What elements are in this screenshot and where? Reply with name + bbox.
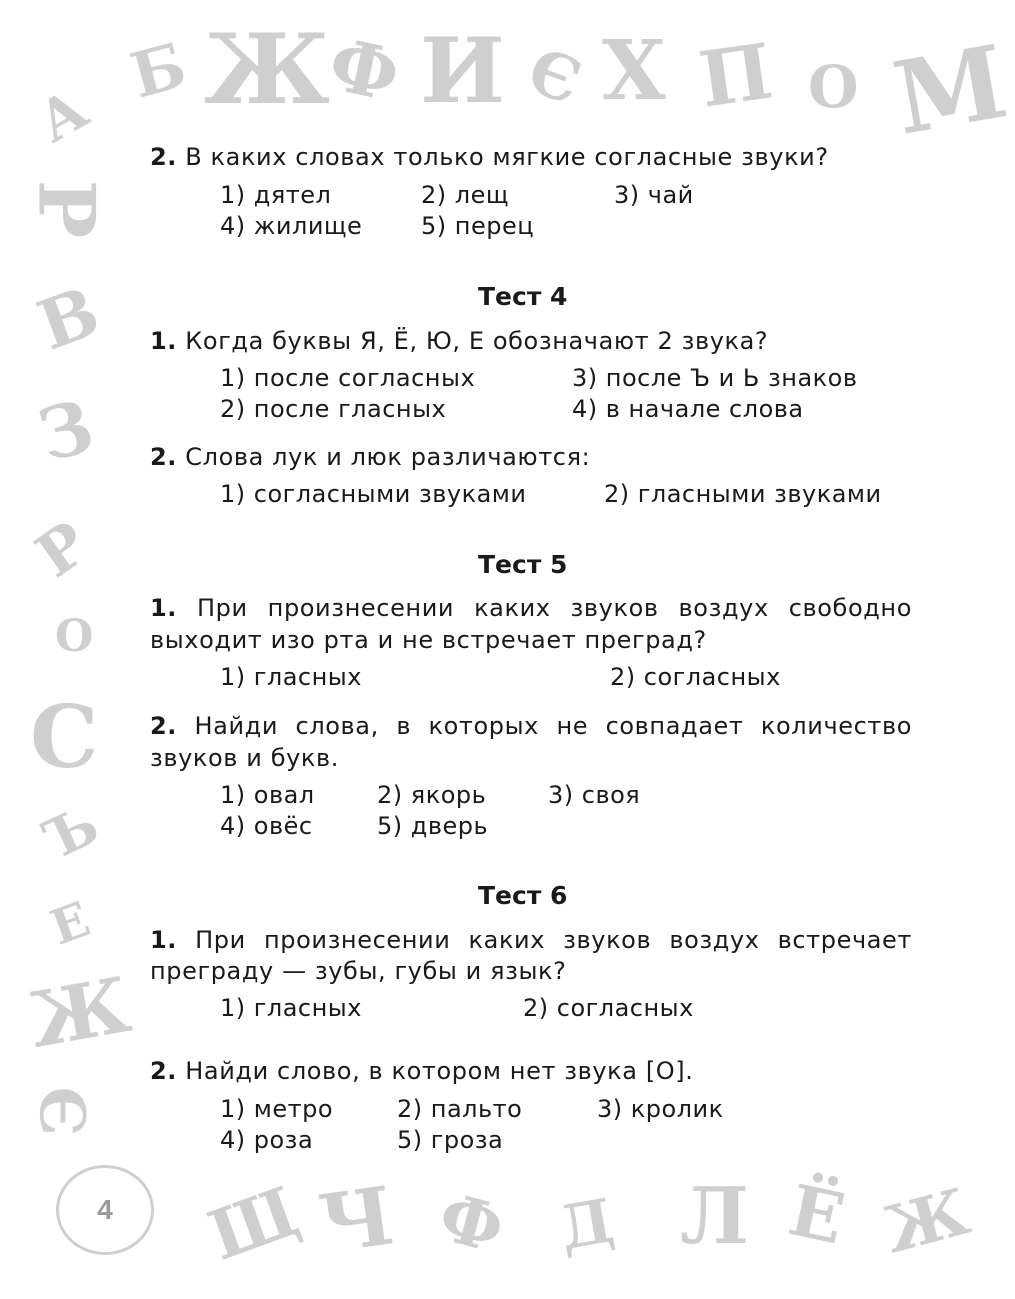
question	[150, 443, 590, 471]
answer-option: 3) чай	[614, 181, 694, 209]
deco-letter: О	[808, 53, 859, 121]
question-text: Найди слова, в которых не совпадает количество	[194, 712, 912, 740]
question-number: 2.	[150, 143, 178, 171]
deco-letter: Ф	[322, 20, 407, 119]
deco-letter: А	[26, 76, 100, 156]
answer-option: 3) после Ъ и Ь знаков	[572, 364, 858, 392]
deco-letter: О	[55, 611, 94, 662]
deco-letter: М	[885, 22, 1015, 158]
deco-letter: З	[29, 382, 102, 479]
question-text: Найди слово, в котором нет звука [О].	[185, 1057, 694, 1085]
question-text: Когда буквы Я, Ё, Ю, Е обозначают 2 звука?	[185, 327, 769, 355]
answer-option: 4) овёс	[220, 812, 313, 840]
answer-option: 1) согласными звуками	[220, 480, 527, 508]
answer-option: 5) перец	[421, 212, 535, 240]
answer-option: 1) овал	[220, 781, 315, 809]
answer-option: 5) гроза	[397, 1126, 504, 1154]
question-line-1	[150, 712, 912, 740]
deco-letter: Э	[27, 1086, 101, 1136]
answer-option: 4) в начале слова	[572, 395, 804, 423]
question-text: В каких словах только мягкие согласные звуки?	[185, 143, 829, 171]
question-line-2: выходит изо рта и не встречает преград?	[150, 626, 707, 654]
question-text: При произнесении каких звуков воздух встречает	[195, 926, 912, 954]
deco-letter: Р	[20, 179, 112, 239]
question	[150, 1057, 693, 1085]
answer-option: 3) кролик	[597, 1095, 724, 1123]
answer-option: 4) роза	[220, 1126, 314, 1154]
deco-letter: Ё	[782, 1168, 852, 1261]
deco-letter: Л	[680, 1171, 749, 1262]
answer-option: 2) согласных	[523, 994, 694, 1022]
deco-letter: Р	[24, 508, 102, 592]
question-number: 2.	[150, 1057, 178, 1085]
deco-letter: И	[420, 18, 506, 124]
test-title: Тест 5	[478, 550, 568, 579]
deco-letter: Ъ	[33, 792, 108, 872]
question-line-2: звуков и букв.	[150, 744, 339, 772]
deco-letter: Ж	[204, 13, 330, 126]
question-line-2: преграду — зубы, губы и язык?	[150, 957, 567, 985]
deco-letter: Е	[43, 891, 98, 957]
question-number: 1.	[150, 594, 178, 622]
page-number-badge	[56, 1165, 154, 1255]
answer-option: 2) гласными звуками	[604, 480, 882, 508]
answer-option: 2) лещ	[421, 181, 509, 209]
deco-letter: Д	[554, 1185, 620, 1265]
deco-letter: Ж	[876, 1174, 978, 1269]
answer-option: 1) гласных	[220, 994, 362, 1022]
test-title: Тест 6	[478, 881, 568, 910]
answer-option: 2) после гласных	[220, 395, 447, 423]
answer-option: 1) гласных	[220, 663, 362, 691]
question-text: Слова лук и люк различаются:	[185, 443, 591, 471]
question	[150, 327, 768, 355]
test-title: Тест 4	[478, 282, 568, 311]
answer-option: 1) дятел	[220, 181, 332, 209]
deco-letter: Б	[123, 28, 194, 113]
deco-letter: В	[28, 271, 110, 367]
deco-letter: Х	[602, 23, 666, 119]
question-text: При произнесении каких звуков воздух свободно	[197, 594, 912, 622]
answer-option: 4) жилище	[220, 212, 363, 240]
deco-letter: С	[30, 687, 99, 788]
deco-letter: П	[694, 26, 778, 125]
question-number: 2.	[150, 712, 178, 740]
deco-letter: Ч	[313, 1168, 400, 1272]
question-number: 1.	[150, 926, 178, 954]
question-line-1	[150, 926, 912, 954]
page-number: 4	[97, 1194, 113, 1225]
answer-option: 2) пальто	[397, 1095, 523, 1123]
question-number: 1.	[150, 327, 178, 355]
deco-letter: Є	[519, 33, 591, 120]
answer-option: 3) своя	[548, 781, 641, 809]
answer-option: 2) якорь	[377, 781, 487, 809]
deco-letter: Ф	[430, 1177, 512, 1269]
question	[150, 143, 829, 171]
question-line-1	[150, 594, 912, 622]
answer-option: 2) согласных	[610, 663, 781, 691]
answer-option: 1) метро	[220, 1095, 334, 1123]
deco-letter: Щ	[198, 1171, 309, 1277]
question-number: 2.	[150, 443, 178, 471]
deco-letter: Ж	[22, 960, 137, 1065]
answer-option: 5) дверь	[377, 812, 489, 840]
answer-option: 1) после согласных	[220, 364, 476, 392]
